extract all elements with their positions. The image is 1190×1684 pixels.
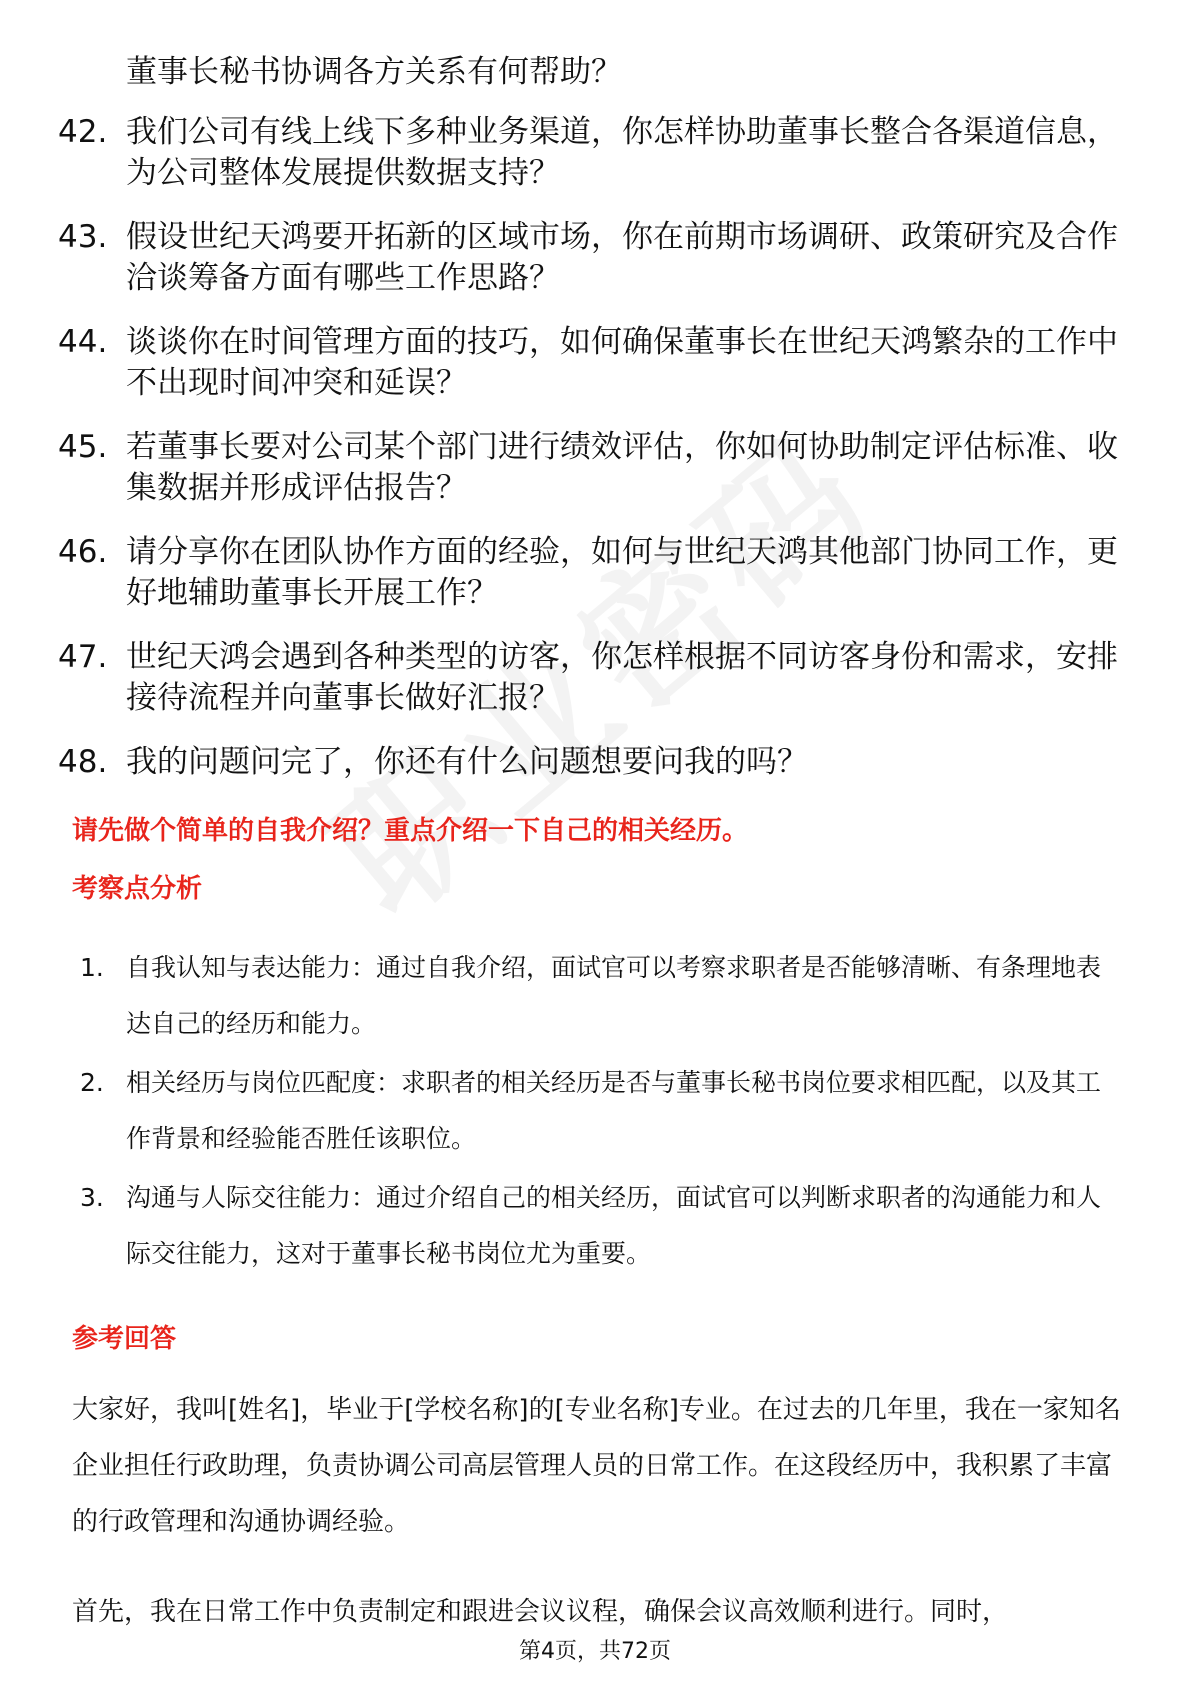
question-number: 47. — [58, 639, 108, 675]
page-footer: 第4页，共72页 — [519, 1639, 671, 1664]
analysis-text: 相关经历与岗位匹配度：求职者的相关经历是否与董事长秘书岗位要求相匹配，以及其工作背景和经验能否胜任该职位。 — [126, 1068, 1102, 1153]
question-continuation: 董事长秘书协调各方关系有何帮助？ — [126, 54, 622, 90]
analysis-number: 1. — [80, 953, 104, 982]
analysis-number: 3. — [80, 1183, 104, 1212]
answer-paragraph: 大家好，我叫[姓名]，毕业于[学校名称]的[专业名称]专业。在过去的几年里，我在一家知名企业担任行政助理，负责协调公司高层管理人员的日常工作。在这段经历中，我积累了丰富的行政管理和沟通协调经验。 — [72, 1395, 1121, 1537]
question-item — [58, 217, 1138, 299]
question-text: 我们公司有线上线下多种业务渠道，你怎样协助董事长整合各渠道信息，为公司整体发展提供数据支持？ — [126, 114, 1118, 191]
question-text: 假设世纪天鸿要开拓新的区域市场，你在前期市场调研、政策研究及合作洽谈筹备方面有哪些工作思路？ — [126, 219, 1118, 296]
analysis-item — [80, 1055, 1120, 1167]
question-number: 48. — [58, 744, 108, 780]
analysis-list — [80, 940, 1120, 1285]
question-item — [58, 742, 1138, 783]
question-number: 44. — [58, 324, 108, 360]
question-text: 我的问题问完了，你还有什么问题想要问我的吗？ — [126, 744, 808, 780]
answer-heading: 参考回答 — [72, 1324, 177, 1354]
answer-paragraph: 首先，我在日常工作中负责制定和跟进会议议程，确保会议高效顺利进行。同时， — [72, 1597, 1009, 1627]
question-item — [58, 112, 1138, 194]
question-text: 世纪天鸿会遇到各种类型的访客，你怎样根据不同访客身份和需求，安排接待流程并向董事长做好汇报？ — [126, 639, 1118, 716]
analysis-number: 2. — [80, 1068, 104, 1097]
analysis-item — [80, 940, 1120, 1052]
question-list — [58, 112, 1138, 806]
question-number: 43. — [58, 219, 108, 255]
question-item — [58, 322, 1138, 404]
analysis-text: 自我认知与表达能力：通过自我介绍，面试官可以考察求职者是否能够清晰、有条理地表达自己的经历和能力。 — [126, 953, 1102, 1038]
analysis-heading: 考察点分析 — [72, 874, 203, 904]
question-text: 若董事长要对公司某个部门进行绩效评估，你如何协助制定评估标准、收集数据并形成评估报告？ — [126, 429, 1118, 506]
analysis-text: 沟通与人际交往能力：通过介绍自己的相关经历，面试官可以判断求职者的沟通能力和人际交往能力，这对于董事长秘书岗位尤为重要。 — [126, 1183, 1102, 1268]
question-item — [58, 532, 1138, 614]
question-item — [58, 427, 1138, 509]
question-number: 45. — [58, 429, 108, 465]
question-number: 46. — [58, 534, 108, 570]
question-text: 请分享你在团队协作方面的经验，如何与世纪天鸿其他部门协同工作，更好地辅助董事长开展工作？ — [126, 534, 1118, 611]
question-text: 谈谈你在时间管理方面的技巧，如何确保董事长在世纪天鸿繁杂的工作中不出现时间冲突和延误？ — [126, 324, 1118, 401]
question-item — [58, 637, 1138, 719]
section-question-heading: 请先做个简单的自我介绍？重点介绍一下自己的相关经历。 — [72, 816, 749, 846]
question-number: 42. — [58, 114, 108, 150]
analysis-item — [80, 1170, 1120, 1282]
